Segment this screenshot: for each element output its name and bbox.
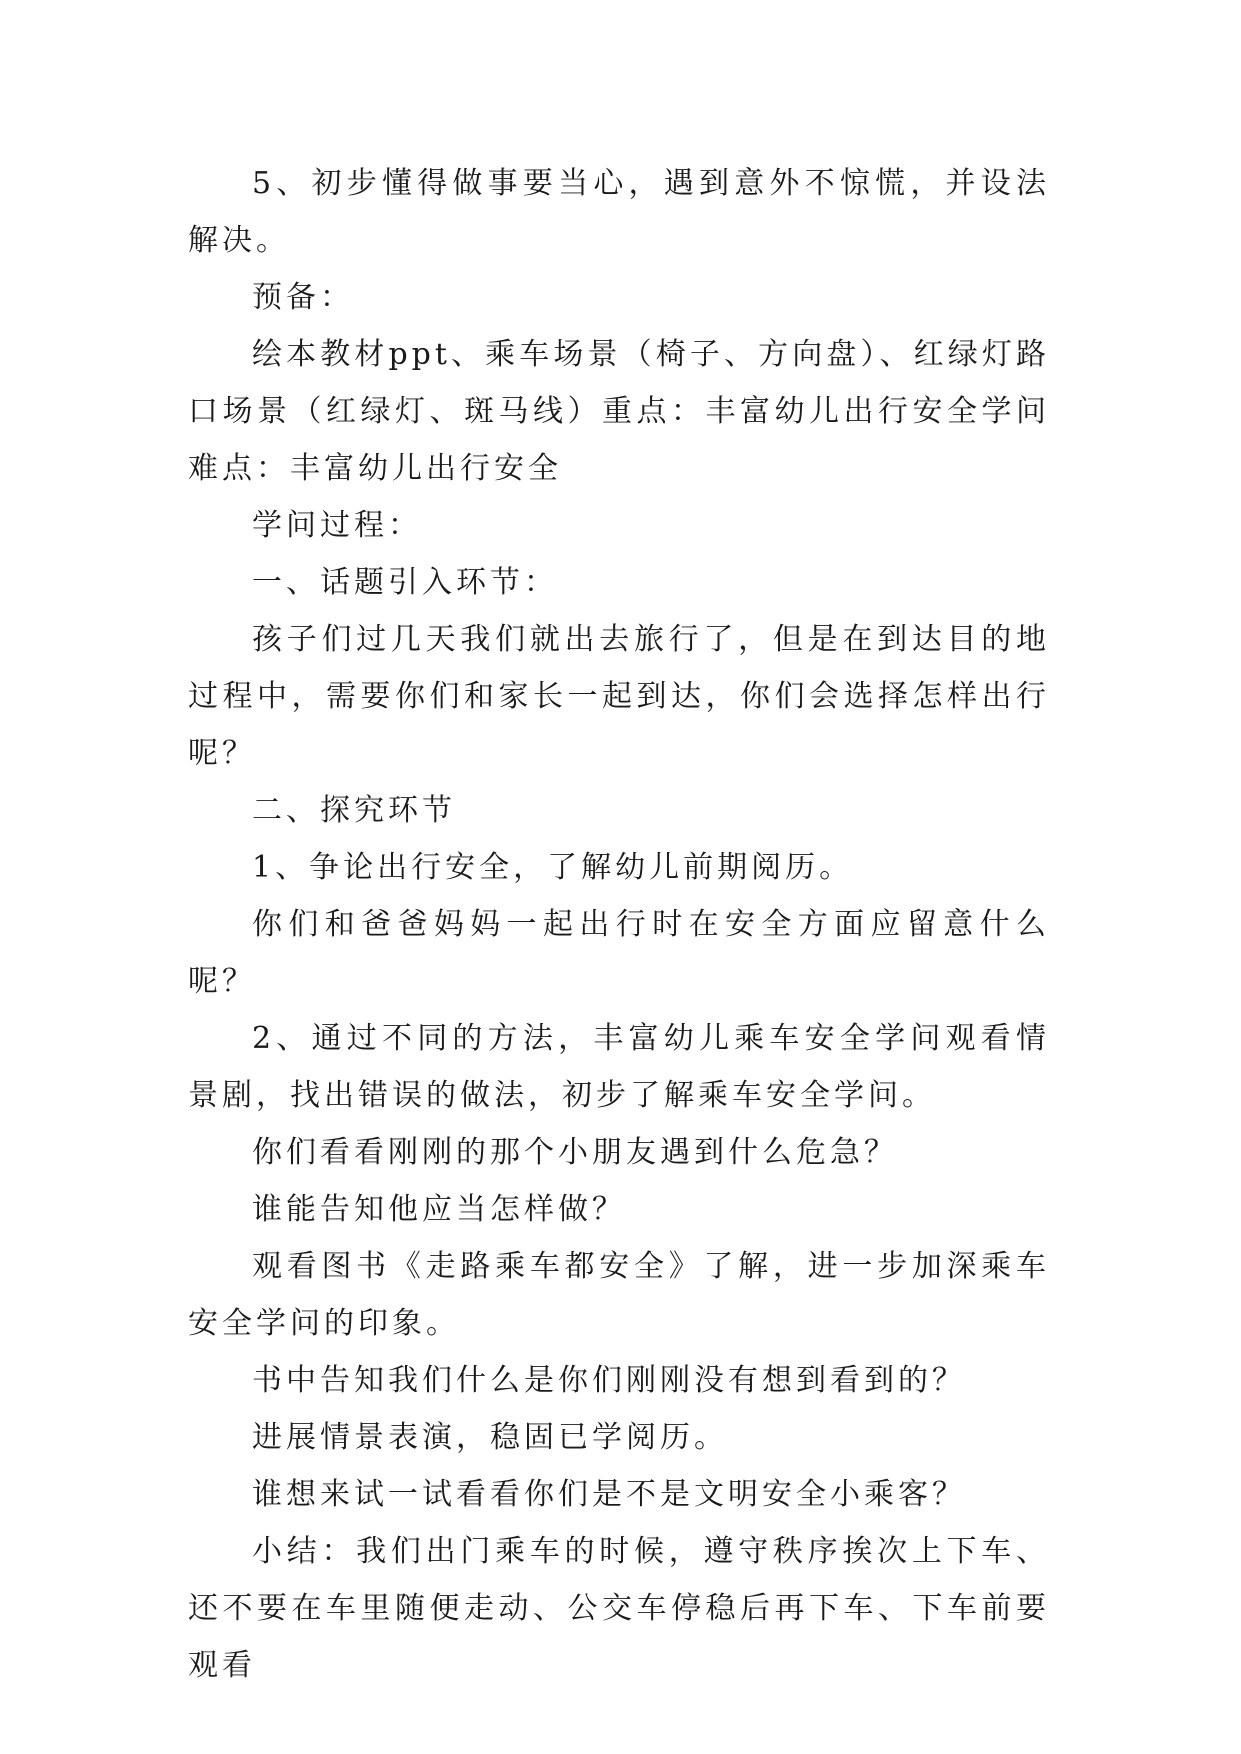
paragraph-goal-5: 5、初步懂得做事要当心，遇到意外不惊慌，并设法解决。 xyxy=(188,166,1050,258)
paragraph-summary: 小结：我们出门乘车的时候，遵守秩序挨次上下车、还不要在车里随便走动、公交车停稳后再下车、下车前要观看 xyxy=(188,1534,1050,1683)
paragraph-what-to-do-question: 谁能告知他应当怎样做？ xyxy=(252,1192,626,1227)
paragraph-danger-question: 你们看看刚刚的那个小朋友遇到什么危急？ xyxy=(252,1135,898,1170)
paragraph-role-play: 进展情景表演，稳固已学阅历。 xyxy=(252,1420,728,1455)
paragraph-book-question: 书中告知我们什么是你们刚刚没有想到看到的？ xyxy=(252,1363,966,1398)
document-body xyxy=(188,155,1050,1694)
paragraph-step-2: 2、通过不同的方法，丰富幼儿乘车安全学问观看情景剧，找出错误的做法，初步了解乘车安全学问。 xyxy=(188,1021,1050,1113)
paragraph-section-1-heading: 一、话题引入环节： xyxy=(252,565,558,600)
paragraph-book-reading: 观看图书《走路乘车都安全》了解，进一步加深乘车安全学问的印象。 xyxy=(188,1249,1050,1341)
paragraph-step-1-question: 你们和爸爸妈妈一起出行时在安全方面应留意什么呢？ xyxy=(188,907,1050,999)
paragraph-section-2-heading: 二、探究环节 xyxy=(252,793,456,828)
paragraph-materials: 绘本教材ppt、乘车场景（椅子、方向盘）、红绿灯路口场景（红绿灯、斑马线）重点：丰富幼儿出行安全学问难点：丰富幼儿出行安全 xyxy=(188,337,1050,486)
paragraph-try-question: 谁想来试一试看看你们是不是文明安全小乘客？ xyxy=(252,1477,966,1512)
paragraph-step-1: 1、争论出行安全，了解幼儿前期阅历。 xyxy=(252,850,854,885)
paragraph-intro-question: 孩子们过几天我们就出去旅行了，但是在到达目的地过程中，需要你们和家长一起到达，你们会选择怎样出行呢？ xyxy=(188,622,1050,771)
paragraph-preparation-heading: 预备： xyxy=(252,280,354,315)
paragraph-process-heading: 学问过程： xyxy=(252,508,422,543)
